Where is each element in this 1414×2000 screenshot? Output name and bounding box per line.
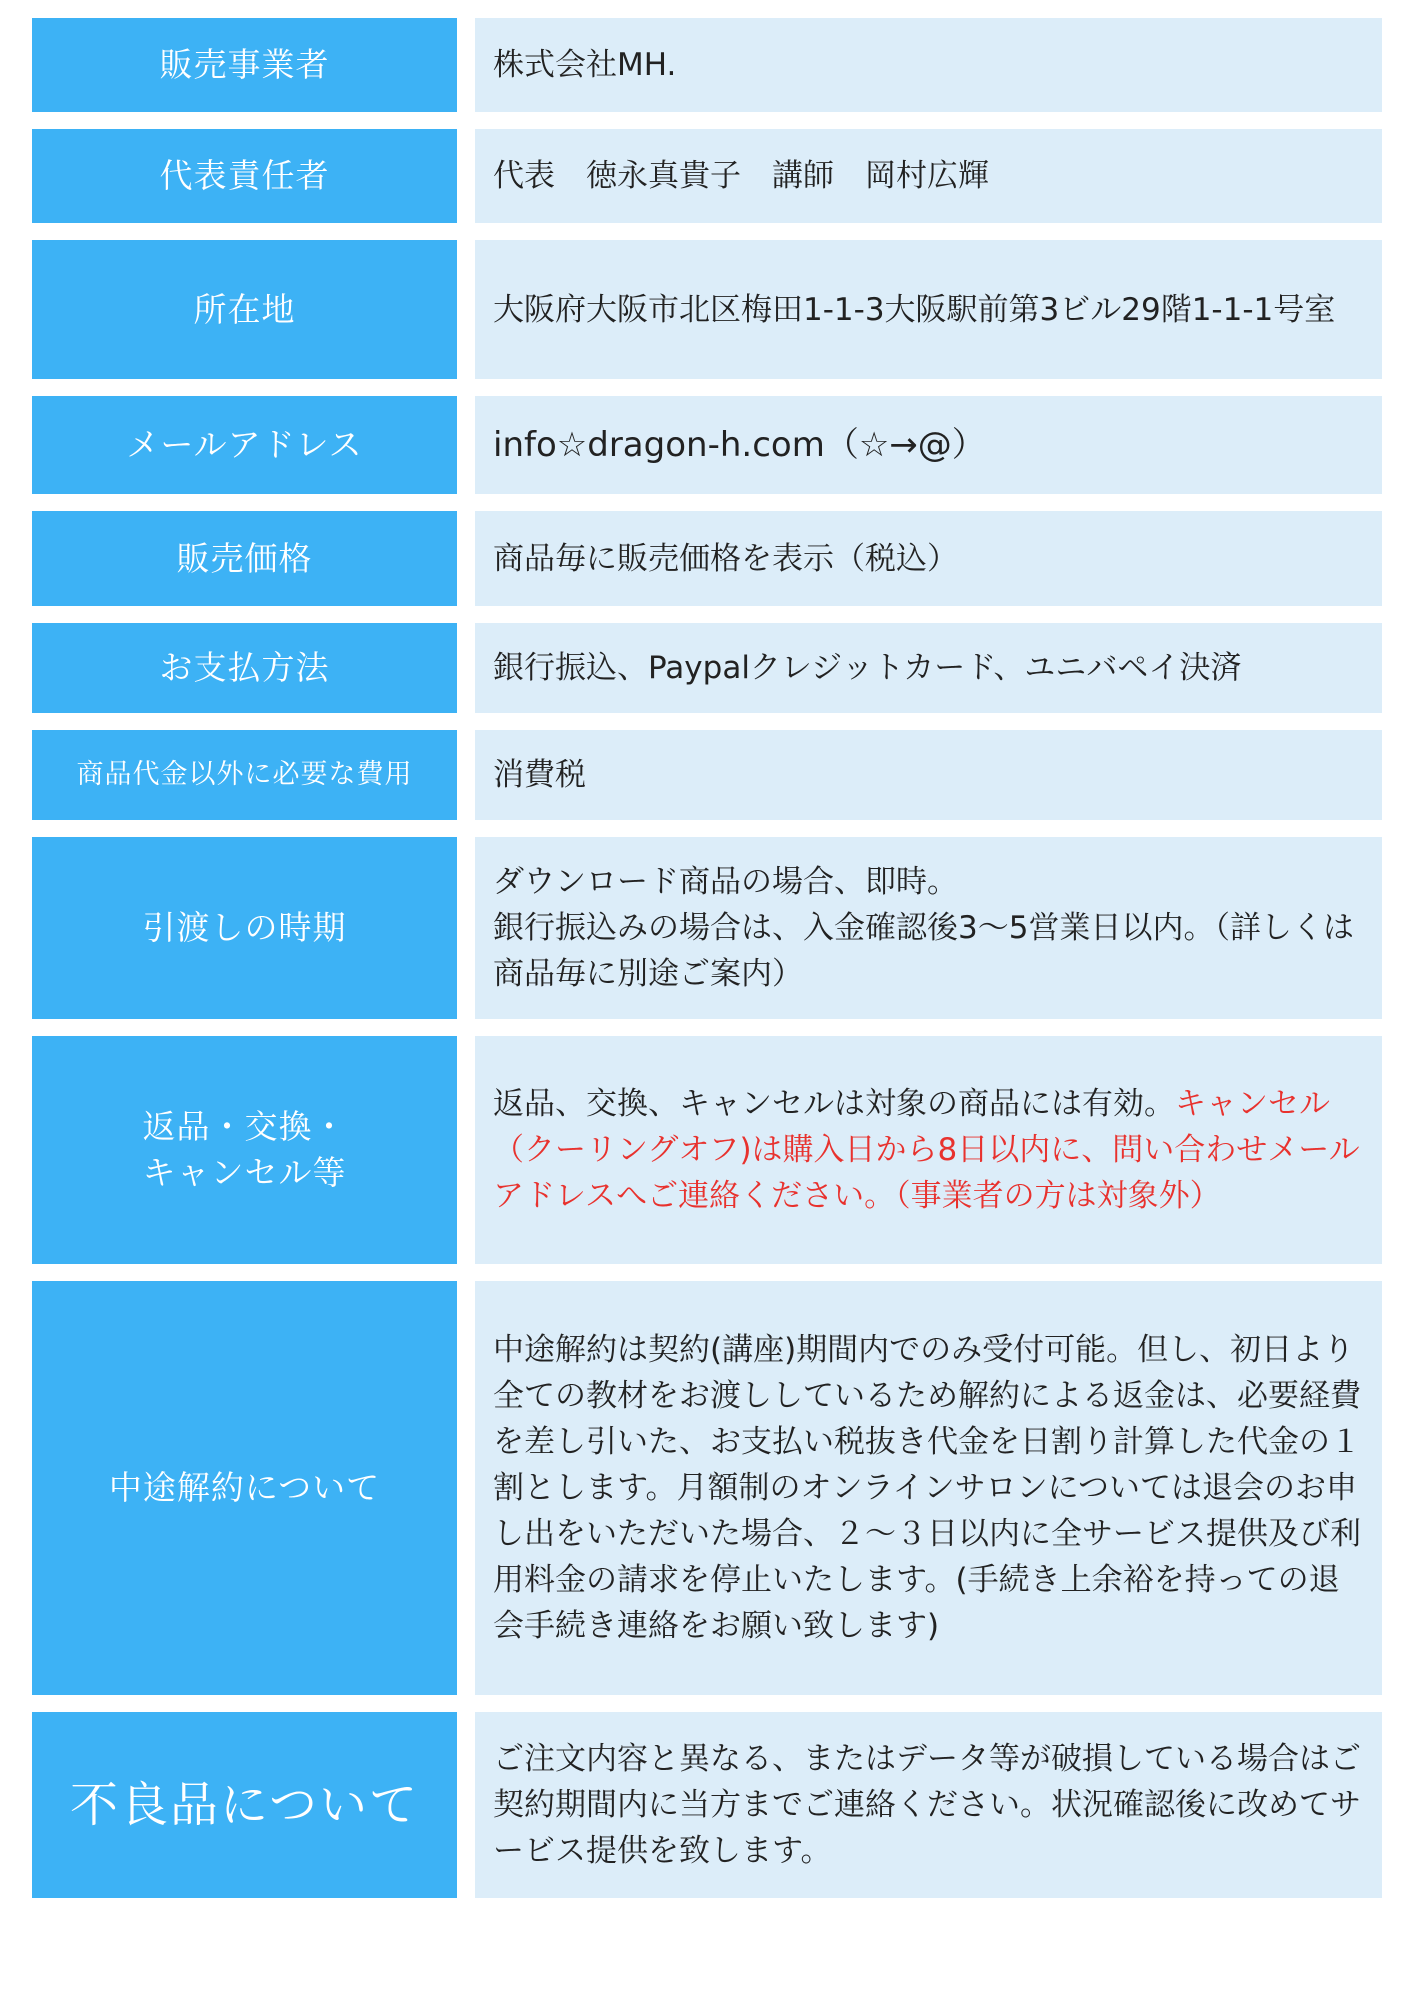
value-email: info☆dragon-h.com（☆→@） xyxy=(475,396,1382,494)
row-email xyxy=(32,396,1382,494)
value-payment: 銀行振込、Paypalクレジットカード、ユニバペイ決済 xyxy=(475,623,1382,713)
delivery-line-2: 銀行振込みの場合は、入金確認後3〜5営業日以内。（詳しくは商品毎に別途ご案内） xyxy=(493,910,1354,992)
label-seller: 販売事業者 xyxy=(32,18,457,112)
row-cancellation xyxy=(32,1281,1382,1695)
row-returns xyxy=(32,1036,1382,1264)
delivery-line-1: ダウンロード商品の場合、即時。 xyxy=(493,864,958,900)
returns-text: 返品、交換、キャンセルは対象の商品には有効。 xyxy=(493,1086,1175,1122)
label-payment: お支払方法 xyxy=(32,623,457,713)
row-payment xyxy=(32,623,1382,713)
value-returns xyxy=(475,1036,1382,1264)
value-delivery xyxy=(475,837,1382,1019)
row-representative xyxy=(32,129,1382,223)
row-seller xyxy=(32,18,1382,112)
value-defective: ご注文内容と異なる、またはデータ等が破損している場合はご契約期間内に当方までご連絡ください。状況確認後に改めてサービス提供を致します。 xyxy=(475,1712,1382,1898)
row-delivery xyxy=(32,837,1382,1019)
row-other-fees xyxy=(32,730,1382,820)
row-defective xyxy=(32,1712,1382,1898)
label-representative: 代表責任者 xyxy=(32,129,457,223)
value-other-fees: 消費税 xyxy=(475,730,1382,820)
business-info-table xyxy=(32,18,1382,1915)
label-defective: 不良品について xyxy=(32,1712,457,1898)
label-cancellation: 中途解約について xyxy=(32,1281,457,1695)
row-address xyxy=(32,240,1382,379)
value-cancellation: 中途解約は契約(講座)期間内でのみ受付可能。但し、初日より全ての教材をお渡ししているため解約による返金は、必要経費を差し引いた、お支払い税抜き代金を日割り計算した代金の１割とします。月額制のオンラインサロンについては退会のお申し出をいただいた場合、２〜３日以内に全サービス提供及び利用料金の請求を停止いたします。(手続き上余裕を持っての退会手続き連絡をお願い致します) xyxy=(475,1281,1382,1695)
value-price: 商品毎に販売価格を表示（税込） xyxy=(475,511,1382,606)
value-address: 大阪府大阪市北区梅田1-1-3大阪駅前第3ビル29階1-1-1号室 xyxy=(475,240,1382,379)
label-returns: 返品・交換・ キャンセル等 xyxy=(32,1036,457,1264)
label-delivery: 引渡しの時期 xyxy=(32,837,457,1019)
value-seller: 株式会社MH. xyxy=(475,18,1382,112)
label-price: 販売価格 xyxy=(32,511,457,606)
returns-cooling-off-text: キャンセル（クーリングオフ)は購入日から8日以内に、問い合わせメールアドレスへご連絡ください。（事業者の方は対象外） xyxy=(493,1086,1360,1214)
value-representative: 代表 徳永真貴子 講師 岡村広輝 xyxy=(475,129,1382,223)
label-other-fees: 商品代金以外に必要な費用 xyxy=(32,730,457,820)
row-price xyxy=(32,511,1382,606)
label-email: メールアドレス xyxy=(32,396,457,494)
label-address: 所在地 xyxy=(32,240,457,379)
